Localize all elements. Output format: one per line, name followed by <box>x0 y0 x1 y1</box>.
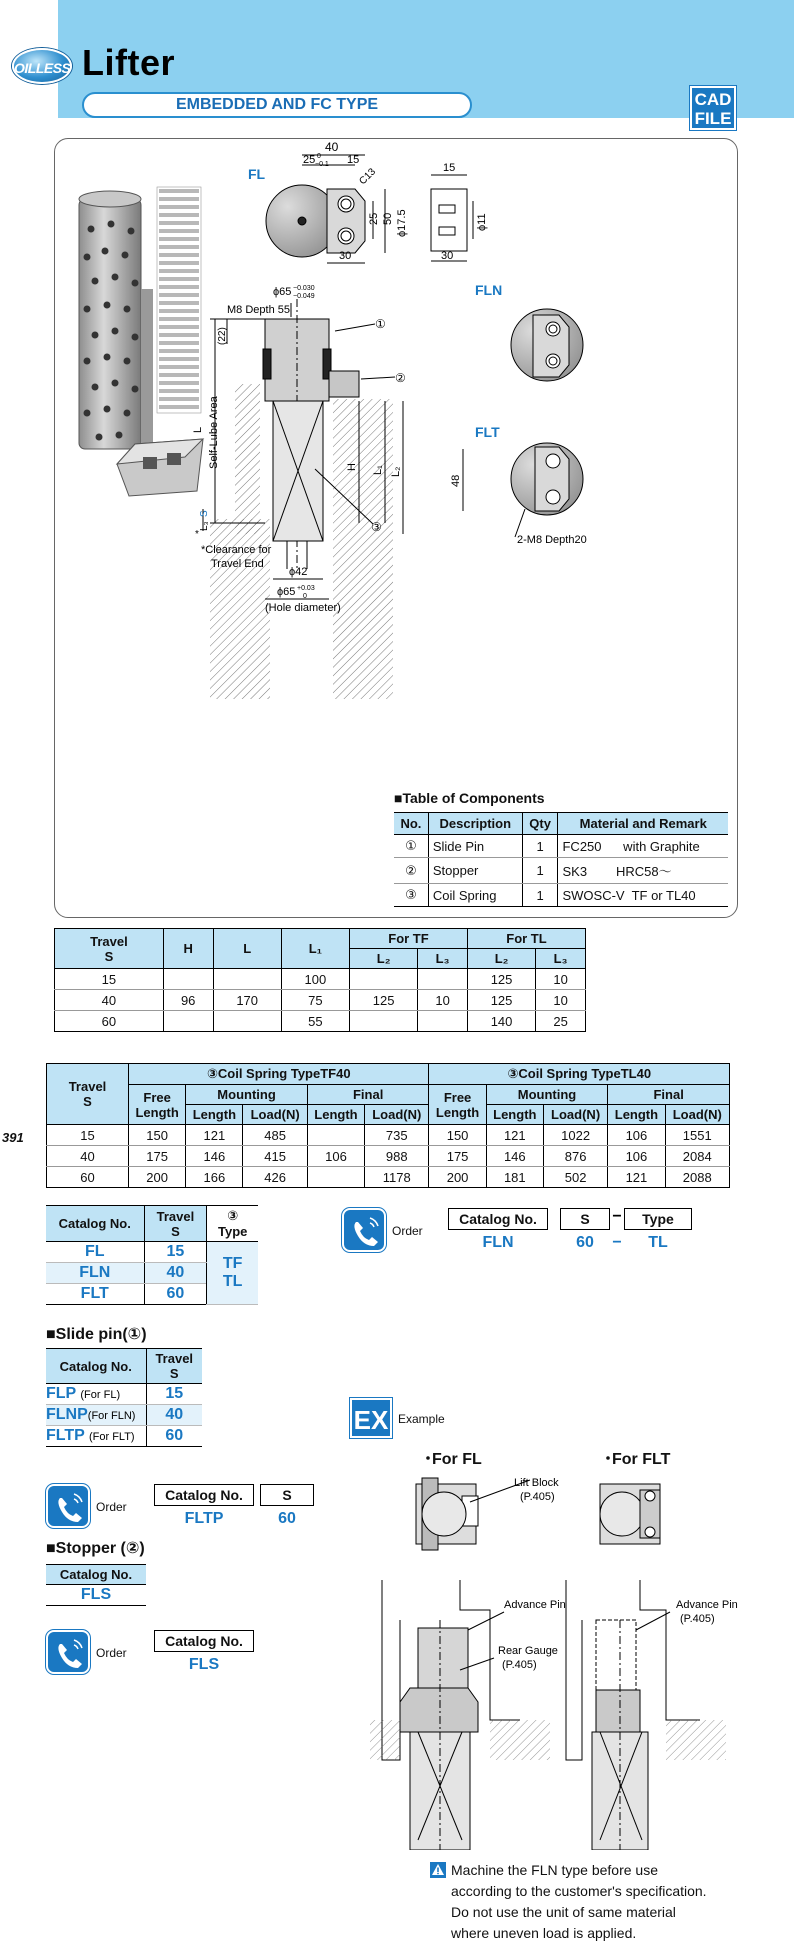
col-tf-mounting: Mounting <box>186 1085 308 1105</box>
cell: 166 <box>186 1167 243 1188</box>
cell: 106 <box>307 1146 364 1167</box>
cell: 121 <box>186 1125 243 1146</box>
advance-pin-2-label: Advance Pin <box>676 1599 738 1611</box>
col-for-tf: For TF <box>350 929 468 949</box>
cell <box>350 1011 418 1032</box>
cell: 106 <box>608 1146 665 1167</box>
order-catalog-value: FLTP <box>184 1510 224 1527</box>
page-subtitle: EMBEDDED AND FC TYPE <box>82 92 472 118</box>
example-label: Example <box>398 1412 445 1426</box>
dim-phi42: ϕ42 <box>289 566 308 578</box>
cell: Stopper <box>428 858 522 884</box>
col-qty: Qty <box>522 813 558 835</box>
col-tl-L3: L₃ <box>536 949 586 969</box>
cell: ② <box>394 858 428 884</box>
cell: 15 <box>55 969 164 990</box>
order-dash-value: − <box>612 1234 622 1251</box>
cell <box>418 1011 468 1032</box>
cell: SWOSC-V TF or TL40 <box>558 884 728 907</box>
col-load: Load(N) <box>365 1105 429 1125</box>
dim-48: 48 <box>450 474 462 487</box>
order-dash: − <box>612 1208 622 1225</box>
col-tf-L3: L₃ <box>418 949 468 969</box>
col-tl-free: Free Length <box>429 1085 486 1125</box>
cell: 1 <box>522 858 558 884</box>
cell: 55 <box>281 1011 349 1032</box>
dim-S: S <box>199 510 210 517</box>
dim-phi65: ϕ65 <box>273 286 292 298</box>
col-tf40: ③Coil Spring TypeTF40 <box>129 1064 429 1085</box>
cad-label: CAD <box>694 90 732 109</box>
cell: 735 <box>365 1125 429 1146</box>
dim-25: 25 <box>303 154 316 166</box>
order-catalog-header: Catalog No. <box>154 1630 254 1652</box>
star-mark: * <box>195 529 199 540</box>
dim-30b: 30 <box>441 250 454 262</box>
order-type-value: TL <box>648 1234 668 1251</box>
callout-3: ③ <box>371 520 382 534</box>
cell: FC250 with Graphite <box>558 835 728 858</box>
fln-label: FLN <box>475 282 503 298</box>
dim-phi65b: ϕ65 <box>277 586 296 598</box>
col-catalog: Catalog No. <box>46 1349 146 1384</box>
cell: 10 <box>536 969 586 990</box>
cell: 485 <box>243 1125 307 1146</box>
dim-phi175: ϕ17.5 <box>396 209 408 237</box>
dim-c13: C13 <box>357 166 379 188</box>
advance-pin-2-page: (P.405) <box>680 1613 715 1625</box>
stopper-title: ■Stopper (②) <box>46 1540 145 1557</box>
order-label: Order <box>96 1500 127 1514</box>
col-L: L <box>213 929 281 969</box>
cell <box>213 1011 281 1032</box>
cell: 876 <box>543 1146 607 1167</box>
col-for-tl: For TL <box>467 929 585 949</box>
cell: 121 <box>486 1125 543 1146</box>
dim-30: 30 <box>339 250 352 262</box>
col-type: ③ Type <box>207 1206 258 1242</box>
cell <box>418 969 468 990</box>
page-number: 391 <box>2 1130 24 1145</box>
dim-phi65b-tol-up: +0.03 <box>297 585 315 592</box>
col-travel: Travel S <box>146 1349 202 1384</box>
dim-L2: L₂ <box>390 466 402 477</box>
cell: 150 <box>429 1125 486 1146</box>
m8-depth20-label: 2-M8 Depth20 <box>517 534 587 546</box>
col-tl-final: Final <box>608 1085 730 1105</box>
dim-L: L <box>192 426 204 433</box>
cell: 40 <box>47 1146 129 1167</box>
col-tl-L2: L₂ <box>467 949 535 969</box>
order-catalog-header: Catalog No. <box>154 1484 254 1506</box>
cell: 200 <box>429 1167 486 1188</box>
cell: 988 <box>365 1146 429 1167</box>
col-travel: Travel S <box>55 929 164 969</box>
cell: 150 <box>129 1125 186 1146</box>
travel-value: 15 <box>144 1242 207 1263</box>
oilless-logo: OILLESS <box>12 48 72 84</box>
col-tl-mounting: Mounting <box>486 1085 608 1105</box>
dim-25-tol-low: −0.1 <box>315 161 329 168</box>
self-lube-label: Self-Lube Area <box>208 396 220 469</box>
cell: 146 <box>486 1146 543 1167</box>
cell: 140 <box>467 1011 535 1032</box>
cell: 106 <box>608 1125 665 1146</box>
cell: 40 <box>55 990 164 1011</box>
dim-phi65-tol-up: −0.030 <box>293 285 315 292</box>
table-row <box>394 884 728 907</box>
cell: 181 <box>486 1167 543 1188</box>
cad-file-button[interactable] <box>690 86 736 130</box>
for-fl-label: ･For FL <box>424 1451 482 1468</box>
dim-phi11: ϕ11 <box>476 213 488 231</box>
dim-15: 15 <box>347 154 360 166</box>
cell: 125 <box>467 990 535 1011</box>
cell: Coil Spring <box>428 884 522 907</box>
table-row <box>55 990 586 1011</box>
travel-value: 40 <box>144 1263 207 1284</box>
rear-gauge-label: Rear Gauge <box>498 1645 558 1657</box>
col-catalog: Catalog No. <box>46 1565 146 1585</box>
catalog-code: FLP (For FL) <box>46 1384 146 1405</box>
catalog-code: FLN <box>46 1263 144 1284</box>
dim-25v: 25 <box>368 212 380 225</box>
catalog-code: FLTP (For FLT) <box>46 1426 146 1447</box>
cell: 25 <box>536 1011 586 1032</box>
cell: 121 <box>608 1167 665 1188</box>
cell: 1 <box>522 884 558 907</box>
col-description: Description <box>428 813 522 835</box>
catalog-code: FLS <box>46 1585 146 1606</box>
dim-50: 50 <box>382 212 394 225</box>
table-row <box>46 1585 146 1606</box>
cell <box>213 969 281 990</box>
section-view <box>203 299 403 699</box>
cell: 125 <box>350 990 418 1011</box>
col-travel: Travel S <box>144 1206 207 1242</box>
dim-H: H <box>346 463 358 471</box>
order-label: Order <box>96 1646 127 1660</box>
clearance-line1: *Clearance for <box>201 544 272 556</box>
cell: 175 <box>129 1146 186 1167</box>
cell: Slide Pin <box>428 835 522 858</box>
dim-L3: L₃ <box>199 521 210 531</box>
table-row <box>55 1011 586 1032</box>
for-flt-label: ･For FLT <box>604 1451 671 1468</box>
dim-L1: L₁ <box>372 465 384 475</box>
fl-label: FL <box>248 166 266 182</box>
order-catalog-value: FLS <box>188 1656 220 1673</box>
phone-icon <box>342 1208 386 1252</box>
hole-diameter-label: (Hole diameter) <box>265 602 341 614</box>
table-row <box>55 969 586 990</box>
col-no: No. <box>394 813 428 835</box>
col-length: Length <box>307 1105 364 1125</box>
example-drawing <box>370 1470 790 1850</box>
m8-depth-label: M8 Depth 55 <box>227 304 290 316</box>
flt-view <box>463 443 583 537</box>
order-label: Order <box>392 1224 423 1238</box>
dim-22: (22) <box>217 327 228 345</box>
lift-block-label: Lift Block <box>514 1477 559 1489</box>
catalog-code: FLNP(For FLN) <box>46 1405 146 1426</box>
order-catalog-header: Catalog No. <box>448 1208 548 1230</box>
col-tl40: ③Coil Spring TypeTL40 <box>429 1064 730 1085</box>
table-row <box>394 835 728 858</box>
slide-pin-title: ■Slide pin(①) <box>46 1326 147 1343</box>
cell: 200 <box>129 1167 186 1188</box>
order-s-value: 60 <box>278 1510 296 1527</box>
file-label: FILE <box>694 109 732 128</box>
cell: 15 <box>47 1125 129 1146</box>
stopper-table <box>46 1564 146 1606</box>
dim-25-tol-up: 0 <box>317 153 321 160</box>
table-row <box>46 1405 202 1426</box>
table-row <box>47 1146 730 1167</box>
dimensions-table <box>54 928 586 1032</box>
note-line: Do not use the unit of same material <box>451 1904 676 1920</box>
clearance-line2: Travel End <box>211 558 264 570</box>
order-s-header: S <box>560 1208 610 1230</box>
col-load: Load(N) <box>543 1105 607 1125</box>
page-title: Lifter <box>82 42 175 83</box>
advance-pin-label: Advance Pin <box>504 1599 566 1611</box>
col-tf-free: Free Length <box>129 1085 186 1125</box>
cell: 100 <box>281 969 349 990</box>
cell: 60 <box>47 1167 129 1188</box>
flt-label: FLT <box>475 424 500 440</box>
catalog-code: FL <box>46 1242 144 1263</box>
product-photo <box>79 187 203 496</box>
cell: 502 <box>543 1167 607 1188</box>
table-row <box>46 1242 258 1263</box>
cell: 170 <box>213 990 281 1011</box>
order-s-value: 60 <box>576 1234 594 1251</box>
type-values: TF TL <box>207 1242 258 1305</box>
cell: 2084 <box>665 1146 729 1167</box>
warning-icon <box>430 1862 446 1878</box>
callout-1: ① <box>375 317 386 331</box>
technical-drawing <box>55 139 739 779</box>
cell: 1178 <box>365 1167 429 1188</box>
cell: 60 <box>55 1011 164 1032</box>
components-table <box>394 812 728 907</box>
col-length: Length <box>486 1105 543 1125</box>
col-tf-final: Final <box>307 1085 429 1105</box>
spring-table <box>46 1063 730 1188</box>
note-line: according to the customer's specification. <box>451 1883 707 1899</box>
usage-note <box>451 1860 735 1944</box>
col-catalog: Catalog No. <box>46 1206 144 1242</box>
cell: 146 <box>186 1146 243 1167</box>
note-line: where uneven load is applied. <box>451 1925 637 1941</box>
cell: 10 <box>418 990 468 1011</box>
col-length: Length <box>186 1105 243 1125</box>
cell <box>307 1125 364 1146</box>
col-tf-L2: L₂ <box>350 949 418 969</box>
order-catalog-value: FLN <box>482 1234 514 1251</box>
cell: ③ <box>394 884 428 907</box>
dim-40: 40 <box>325 140 339 154</box>
table-row <box>394 858 728 884</box>
cell: 10 <box>536 990 586 1011</box>
table-row <box>47 1167 730 1188</box>
cell <box>163 969 213 990</box>
cell <box>307 1167 364 1188</box>
order-s-header: S <box>260 1484 314 1506</box>
catalog-code: FLT <box>46 1284 144 1305</box>
col-L1: L₁ <box>281 929 349 969</box>
travel-value: 40 <box>146 1405 202 1426</box>
cell <box>163 1011 213 1032</box>
fln-view <box>511 309 583 381</box>
cell <box>350 969 418 990</box>
cell: 125 <box>467 969 535 990</box>
col-material: Material and Remark <box>558 813 728 835</box>
col-travel: Travel S <box>47 1064 129 1125</box>
phone-icon <box>46 1484 90 1528</box>
cell: SK3 HRC58～ <box>558 858 728 884</box>
phone-icon <box>46 1630 90 1674</box>
callout-2: ② <box>395 371 406 385</box>
slide-pin-table <box>46 1348 202 1447</box>
cell: 96 <box>163 990 213 1011</box>
cell: 1 <box>522 835 558 858</box>
cell: 1022 <box>543 1125 607 1146</box>
components-title: ■Table of Components <box>394 790 545 806</box>
col-H: H <box>163 929 213 969</box>
cell: ① <box>394 835 428 858</box>
table-row <box>46 1426 202 1447</box>
catalog-table <box>46 1205 258 1305</box>
dim-phi65-tol-low: −0.049 <box>293 293 315 300</box>
cell: 426 <box>243 1167 307 1188</box>
col-length: Length <box>608 1105 665 1125</box>
cell: 1551 <box>665 1125 729 1146</box>
col-load: Load(N) <box>665 1105 729 1125</box>
cell: 415 <box>243 1146 307 1167</box>
travel-value: 60 <box>144 1284 207 1305</box>
dim-phi65b-tol-low: 0 <box>303 593 307 600</box>
note-line: Machine the FLN type before use <box>451 1862 659 1878</box>
travel-value: 60 <box>146 1426 202 1447</box>
col-load: Load(N) <box>243 1105 307 1125</box>
cell: 75 <box>281 990 349 1011</box>
dim-15b: 15 <box>443 162 456 174</box>
rear-gauge-page: (P.405) <box>502 1659 537 1671</box>
fl-side-view <box>431 175 473 261</box>
example-badge: EX <box>350 1398 392 1438</box>
table-row <box>47 1125 730 1146</box>
cell: 2088 <box>665 1167 729 1188</box>
lift-block-page: (P.405) <box>520 1491 555 1503</box>
table-row <box>46 1384 202 1405</box>
order-type-header: Type <box>624 1208 692 1230</box>
cell: 175 <box>429 1146 486 1167</box>
travel-value: 15 <box>146 1384 202 1405</box>
